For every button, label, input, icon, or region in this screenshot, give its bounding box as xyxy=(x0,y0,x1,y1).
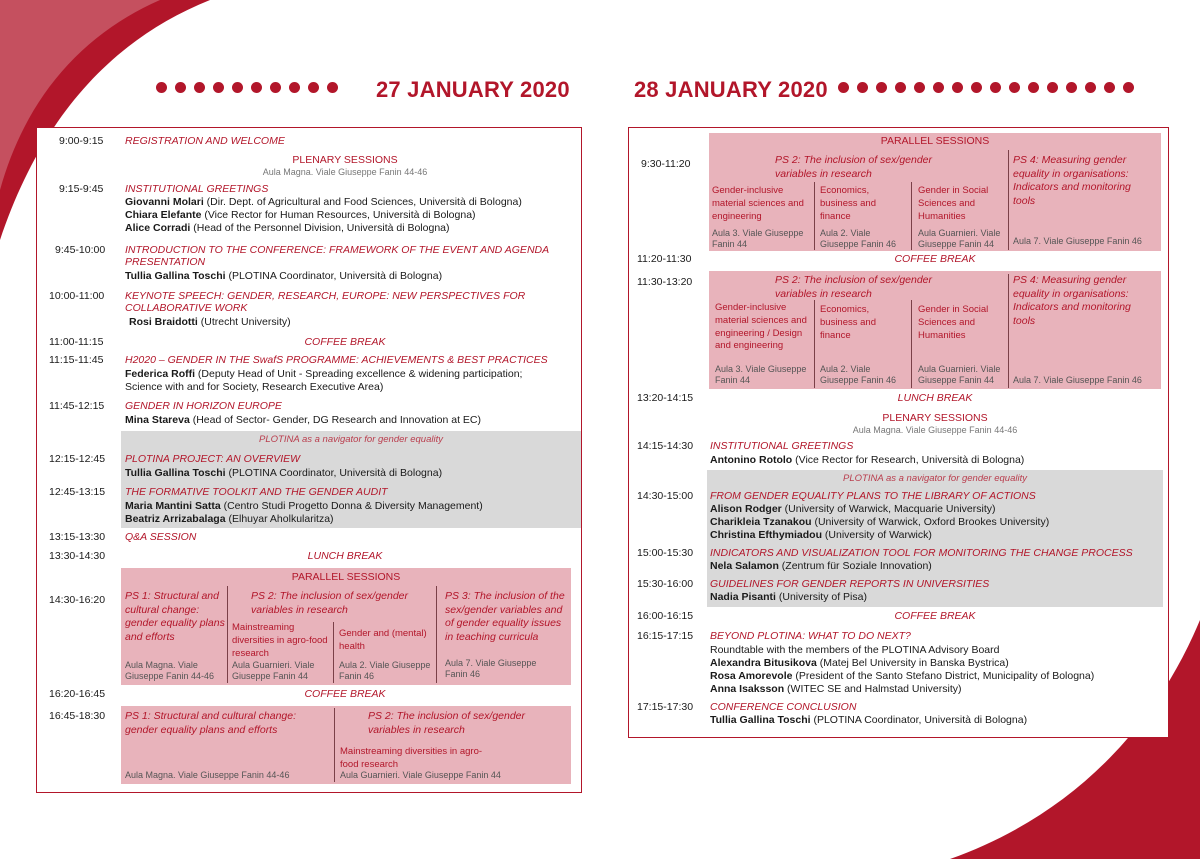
parallel-sessions-label: PARALLEL SESSIONS xyxy=(291,571,401,583)
time-label: 9:15-9:45 xyxy=(59,183,104,195)
ps1-cell xyxy=(125,710,325,737)
column-divider xyxy=(814,182,815,250)
ps2-title: PS 2: The inclusion of sex/gender variables in research xyxy=(368,710,526,736)
navigator-caption: PLOTINA as a navigator for gender equality xyxy=(843,473,1027,484)
room-label: Aula Magna. Viale Giuseppe Fanin 44-46 xyxy=(852,425,1018,435)
ps3-cell xyxy=(445,590,569,645)
column-divider xyxy=(1008,274,1009,388)
roundtable-intro: Roundtable with the members of the PLOTINA Advisory Board xyxy=(710,644,1000,656)
room-label: Aula Magna. Viale Giuseppe Fanin 44-46 xyxy=(125,770,290,780)
speaker-line: Maria Mantini Satta (Centro Studi Progetto Donna & Diversity Management) xyxy=(125,500,483,512)
speaker-line: Alison Rodger (University of Warwick, Macquarie University) xyxy=(710,503,996,515)
room-label: Aula 3. Viale Giuseppe Fanin 44 xyxy=(712,228,804,250)
room-label: Aula Guarnieri. Viale Giuseppe Fanin 44 xyxy=(918,364,1001,386)
ps2-title: PS 2: The inclusion of sex/gender variables in research xyxy=(775,154,933,180)
room-label: Aula 2. Viale Giuseppe Fanin 46 xyxy=(820,364,897,386)
speaker-line: Giovanni Molari (Dir. Dept. of Agricultural and Food Sciences, Università di Bologna) xyxy=(125,196,522,208)
plenary-label: PLENARY SESSIONS xyxy=(292,154,398,166)
session-title: H2020 – GENDER IN THE SwafS PROGRAMME: ACHIEVEMENTS & BEST PRACTICES xyxy=(125,354,548,366)
day1-dots xyxy=(156,82,338,93)
ps2-cell xyxy=(775,274,975,301)
day1-schedule-panel xyxy=(36,127,582,793)
ps1-title: PS 1: Structural and cultural change: gender equality plans and efforts xyxy=(125,590,225,643)
session-title-cont: PRESENTATION xyxy=(125,256,206,268)
ps2-sub-a: Mainstreaming diversities in agro-food research xyxy=(232,622,328,659)
speaker-line: Beatriz Arrizabalaga (Elhuyar Aholkularitza) xyxy=(125,513,334,525)
room-label: Aula Guarnieri. Viale Giuseppe Fanin 44 xyxy=(918,228,1001,250)
time-label: 11:20-11:30 xyxy=(637,253,692,265)
column-divider xyxy=(333,622,334,683)
subtrack: Gender in Social Sciences and Humanities xyxy=(918,304,989,341)
room-label: Aula Guarnieri. Viale Giuseppe Fanin 44 xyxy=(232,660,315,682)
session-title: INDICATORS AND VISUALIZATION TOOL FOR MONITORING THE CHANGE PROCESS xyxy=(710,547,1133,559)
coffee-break-label: COFFEE BREAK xyxy=(304,336,386,348)
session-title-cont: COLLABORATIVE WORK xyxy=(125,302,248,314)
room-label: Aula 7. Viale Giuseppe Fanin 46 xyxy=(445,658,537,680)
ps2-title: PS 2: The inclusion of sex/gender variables in research xyxy=(775,274,933,300)
time-label: 9:30-11:20 xyxy=(641,158,691,170)
time-label: 15:00-15:30 xyxy=(637,547,694,559)
time-label: 12:45-13:15 xyxy=(49,486,106,498)
subtrack: Economics, business and finance xyxy=(820,185,876,222)
speaker-line: Nadia Pisanti (University of Pisa) xyxy=(710,591,867,603)
session-title: GENDER IN HORIZON EUROPE xyxy=(125,400,282,412)
time-label: 9:45-10:00 xyxy=(55,244,106,256)
time-label: 16:45-18:30 xyxy=(49,710,106,722)
time-label: 11:45-12:15 xyxy=(49,400,105,412)
room-label: Aula 2. Viale Giuseppe Fanin 46 xyxy=(339,660,431,682)
lunch-break-label: LUNCH BREAK xyxy=(897,392,973,404)
speaker-line: Anna Isaksson (WITEC SE and Halmstad University) xyxy=(710,683,962,695)
plenary-label: PLENARY SESSIONS xyxy=(882,412,988,424)
speaker-line: Antonino Rotolo (Vice Rector for Research, Università di Bologna) xyxy=(710,454,1025,466)
day1-title: 27 JANUARY 2020 xyxy=(376,77,570,102)
time-label: 14:30-16:20 xyxy=(49,594,106,606)
column-divider xyxy=(227,586,228,683)
column-divider xyxy=(334,708,335,782)
time-label: 11:00-11:15 xyxy=(49,336,104,348)
room-label: Aula Magna. Viale Giuseppe Fanin 44-46 xyxy=(262,167,428,177)
ps2-title: PS 2: The inclusion of sex/gender variables in research xyxy=(251,590,409,616)
session-title: BEYOND PLOTINA: WHAT TO DO NEXT? xyxy=(710,630,911,642)
ps4-cell xyxy=(1013,274,1153,329)
session-title: CONFERENCE CONCLUSION xyxy=(710,701,857,713)
speaker-line: Alice Corradi (Head of the Personnel Division, Università di Bologna) xyxy=(125,222,450,234)
column-divider xyxy=(436,586,437,683)
ps4-cell xyxy=(1013,154,1153,209)
coffee-break-label: COFFEE BREAK xyxy=(304,688,386,700)
ps2-cell xyxy=(251,590,431,617)
navigator-caption: PLOTINA as a navigator for gender equality xyxy=(259,434,443,445)
time-label: 15:30-16:00 xyxy=(637,578,694,590)
speaker-line: Science with and for Society, Research Executive Area) xyxy=(125,381,384,393)
session-title: GUIDELINES FOR GENDER REPORTS IN UNIVERSITIES xyxy=(710,578,990,590)
ps2-cell xyxy=(775,154,975,181)
time-label: 14:30-15:00 xyxy=(637,490,694,502)
speaker-line: Charikleia Tzanakou (University of Warwick, Oxford Brookes University) xyxy=(710,516,1050,528)
time-label: 13:30-14:30 xyxy=(49,550,106,562)
session-title: PLOTINA PROJECT: AN OVERVIEW xyxy=(125,453,301,465)
speaker-line: Mina Stareva (Head of Sector- Gender, DG Research and Innovation at EC) xyxy=(125,414,482,426)
time-label: 13:20-14:15 xyxy=(637,392,694,404)
time-label: 16:20-16:45 xyxy=(49,688,106,700)
room-label: Aula 2. Viale Giuseppe Fanin 46 xyxy=(820,228,897,250)
time-label: 10:00-11:00 xyxy=(49,290,105,302)
time-label: 12:15-12:45 xyxy=(49,453,106,465)
subtrack: Economics, business and finance xyxy=(820,304,876,341)
time-label: 16:15-17:15 xyxy=(637,630,694,642)
column-divider xyxy=(911,300,912,388)
ps2-cell xyxy=(368,710,568,737)
time-label: 16:00-16:15 xyxy=(637,610,694,622)
speaker-line: Rosa Amorevole (President of the Santo Stefano District, Municipality of Bologna) xyxy=(710,670,1095,682)
day2-dots xyxy=(838,82,1134,93)
room-label: Aula 3. Viale Giuseppe Fanin 44 xyxy=(715,364,807,386)
day2-schedule-panel xyxy=(628,127,1169,738)
time-label: 14:15-14:30 xyxy=(637,440,694,452)
subtrack: Gender-inclusive material sciences and engineering / Design and engineering xyxy=(715,302,807,352)
time-label: 17:15-17:30 xyxy=(637,701,694,713)
day2-title: 28 JANUARY 2020 xyxy=(634,77,828,102)
ps1-cell xyxy=(125,590,225,645)
lunch-break-label: LUNCH BREAK xyxy=(307,550,383,562)
room-label: Aula Guarnieri. Viale Giuseppe Fanin 44 xyxy=(340,770,501,780)
coffee-break-label: COFFEE BREAK xyxy=(894,610,976,622)
coffee-break-label: COFFEE BREAK xyxy=(894,253,976,265)
column-divider xyxy=(814,300,815,388)
parallel-sessions-label: PARALLEL SESSIONS xyxy=(880,135,990,147)
speaker-line: Chiara Elefante (Vice Rector for Human Resources, Università di Bologna) xyxy=(125,209,476,221)
session-title: Q&A SESSION xyxy=(125,531,197,543)
session-title: FROM GENDER EQUALITY PLANS TO THE LIBRARY OF ACTIONS xyxy=(710,490,1036,502)
ps2-sub: Mainstreaming diversities in agro-food research xyxy=(340,746,483,770)
session-title: INSTITUTIONAL GREETINGS xyxy=(125,183,269,195)
speaker-line: Federica Roffi (Deputy Head of Unit - Spreading excellence & widening participation; xyxy=(125,368,523,380)
speaker-line: Nela Salamon (Zentrum für Soziale Innovation) xyxy=(710,560,932,572)
ps3-title: PS 3: The inclusion of the sex/gender variables and of gender equality issues in teaching curricula xyxy=(445,590,565,643)
time-label: 11:30-13:20 xyxy=(637,276,693,288)
ps2-sub-b: Gender and (mental) health xyxy=(339,628,427,652)
room-label: Aula 7. Viale Giuseppe Fanin 46 xyxy=(1013,375,1142,385)
column-divider xyxy=(1008,150,1009,250)
room-label: Aula 7. Viale Giuseppe Fanin 46 xyxy=(1013,236,1142,246)
subtrack: Gender in Social Sciences and Humanities xyxy=(918,185,989,222)
session-title: KEYNOTE SPEECH: GENDER, RESEARCH, EUROPE: NEW PERSPECTIVES FOR xyxy=(125,290,526,302)
speaker-line: Alexandra Bitusikova (Matej Bel University in Banska Bystrica) xyxy=(710,657,1009,669)
ps4-title: PS 4: Measuring gender equality in organisations: Indicators and monitoring tools xyxy=(1013,274,1131,327)
subtrack: Gender-inclusive material sciences and engineering xyxy=(712,185,804,222)
speaker-line: Tullia Gallina Toschi (PLOTINA Coordinator, Università di Bologna) xyxy=(710,714,1028,726)
ps1-title: PS 1: Structural and cultural change: gender equality plans and efforts xyxy=(125,710,297,736)
speaker-line: Tullia Gallina Toschi (PLOTINA Coordinator, Università di Bologna) xyxy=(125,270,443,282)
session-title: THE FORMATIVE TOOLKIT AND THE GENDER AUDIT xyxy=(125,486,388,498)
speaker-line: Tullia Gallina Toschi (PLOTINA Coordinator, Università di Bologna) xyxy=(125,467,443,479)
ps4-title: PS 4: Measuring gender equality in organisations: Indicators and monitoring tools xyxy=(1013,154,1131,207)
column-divider xyxy=(911,182,912,250)
time-label: 13:15-13:30 xyxy=(49,531,106,543)
session-title: REGISTRATION AND WELCOME xyxy=(125,135,285,147)
session-title: INTRODUCTION TO THE CONFERENCE: FRAMEWORK OF THE EVENT AND AGENDA xyxy=(125,244,550,256)
time-label: 11:15-11:45 xyxy=(49,354,104,366)
speaker-line: Christina Efthymiadou (University of Warwick) xyxy=(710,529,932,541)
time-label: 9:00-9:15 xyxy=(59,135,104,147)
room-label: Aula Magna. Viale Giuseppe Fanin 44-46 xyxy=(125,660,215,682)
session-title: INSTITUTIONAL GREETINGS xyxy=(710,440,854,452)
speaker-line: Rosi Braidotti (Utrecht University) xyxy=(129,316,291,328)
